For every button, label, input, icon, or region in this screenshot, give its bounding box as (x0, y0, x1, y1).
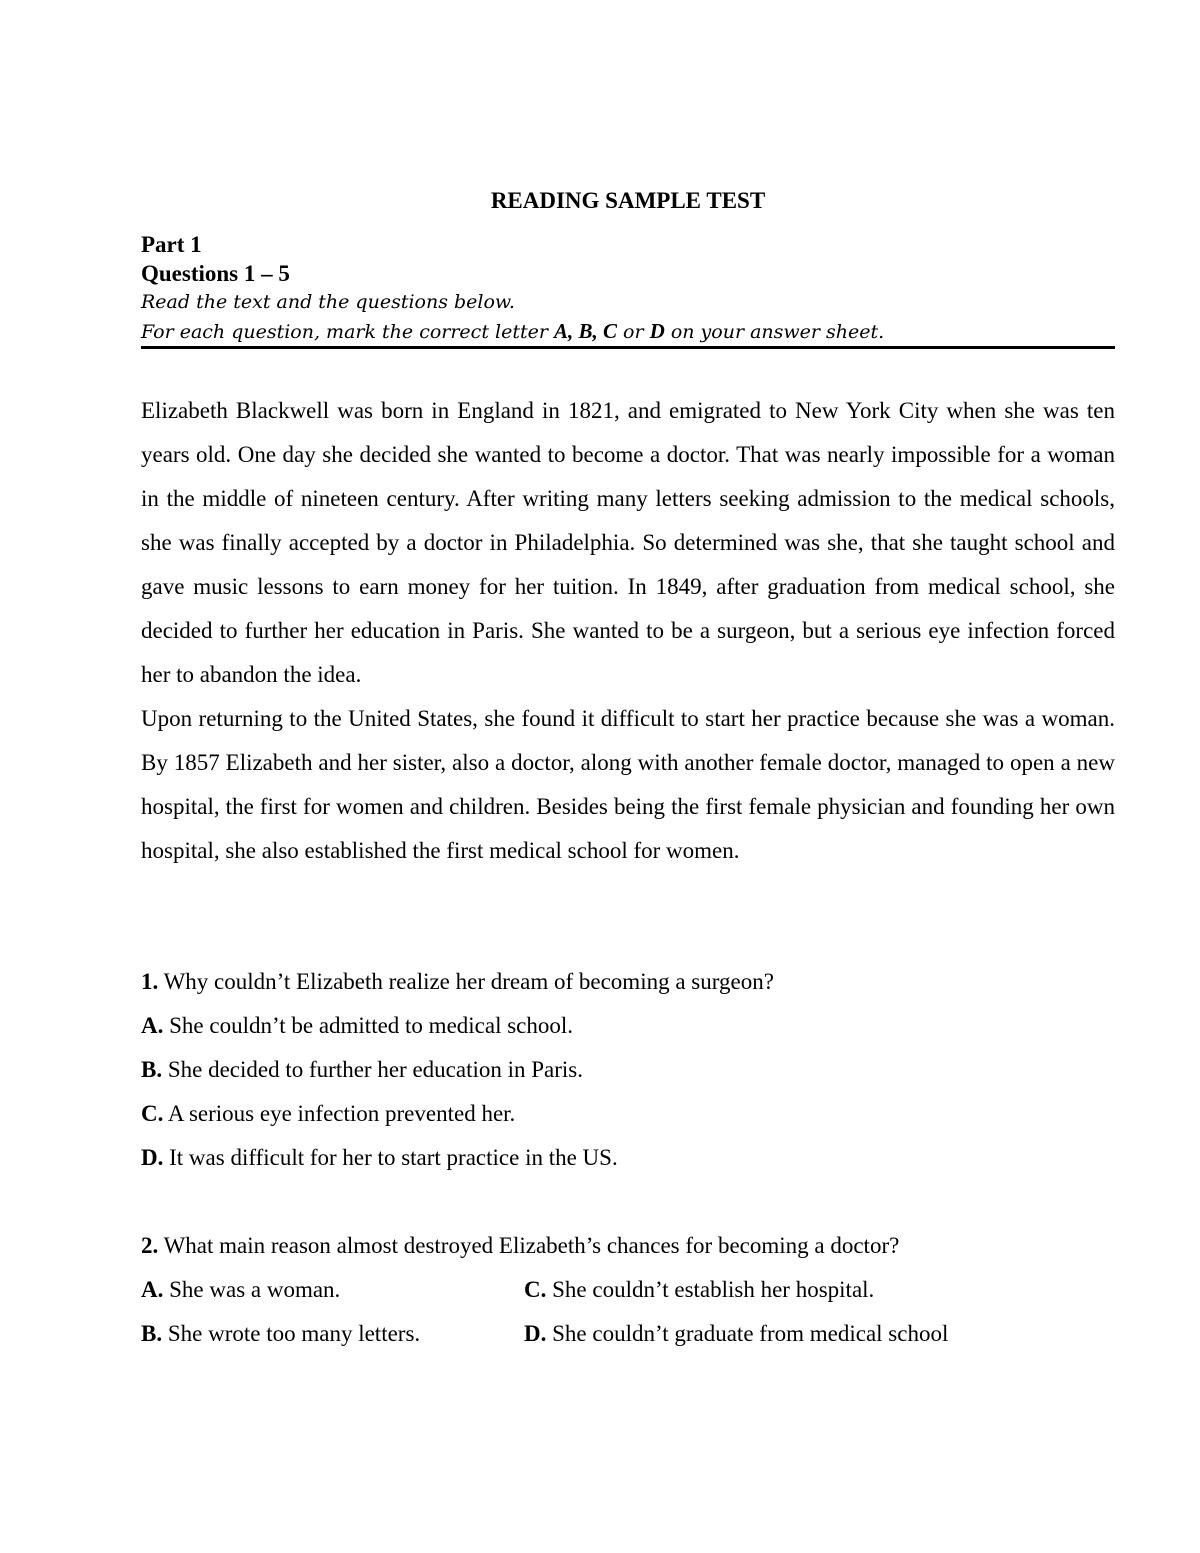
option-letter: A. (141, 1013, 164, 1038)
question-2-option-d[interactable] (524, 1312, 948, 1356)
option-letter: D. (524, 1321, 547, 1346)
question-2-number: 2. (141, 1233, 159, 1258)
passage-paragraph-2: Upon returning to the United States, she found it difficult to start her practice because she was a woman. By 1857 Elizabeth and her sister, also a doctor, along with another female doctor, managed to open a new hospital, the first for women and children. Besides being the first female physician and founding her own hospital, she also established the first medical school for women. (141, 706, 1115, 863)
option-letter: B. (141, 1321, 163, 1346)
question-2-option-b[interactable] (141, 1312, 420, 1356)
instruction-line-2 (141, 317, 1115, 346)
header-divider (141, 346, 1115, 349)
question-1 (141, 960, 1115, 1180)
option-text: She decided to further her education in Paris. (162, 1057, 583, 1082)
question-1-option-c[interactable] (141, 1092, 1115, 1136)
instruction-letter-c: C (602, 319, 617, 343)
option-text: She couldn’t graduate from medical school (546, 1321, 949, 1346)
part-label: Part 1 (141, 232, 202, 257)
question-2-option-c[interactable] (524, 1268, 874, 1312)
option-letter: A. (141, 1277, 164, 1302)
question-1-option-d[interactable] (141, 1136, 1115, 1180)
instruction-sep-3: or (617, 321, 650, 343)
instruction-line-1: Read the text and the questions below. (141, 291, 515, 313)
instruction-sep-2: , (592, 319, 603, 343)
option-text: She couldn’t establish her hospital. (546, 1277, 875, 1302)
question-1-text: Why couldn’t Elizabeth realize her dream of becoming a surgeon? (158, 969, 774, 994)
option-text: It was difficult for her to start practice in the US. (163, 1145, 618, 1170)
instruction-suffix: on your answer sheet. (664, 321, 885, 343)
option-text: She wrote too many letters. (162, 1321, 421, 1346)
option-text: A serious eye infection prevented her. (163, 1101, 516, 1126)
part-header (141, 230, 1115, 346)
question-2-option-row-1 (141, 1268, 1115, 1312)
question-2-option-a[interactable] (141, 1268, 340, 1312)
option-text: She couldn’t be admitted to medical school. (163, 1013, 574, 1038)
question-2-text: What main reason almost destroyed Elizabeth’s chances for becoming a doctor? (158, 1233, 900, 1258)
instruction-letter-b: B (578, 319, 593, 343)
instruction-letter-a: A (553, 319, 568, 343)
instruction-prefix: For each question, mark the correct letter (141, 321, 554, 343)
question-1-number: 1. (141, 969, 159, 994)
question-1-option-b[interactable] (141, 1048, 1115, 1092)
option-letter: C. (524, 1277, 547, 1302)
reading-passage (141, 389, 1115, 873)
page-title: READING SAMPLE TEST (490, 188, 766, 213)
option-letter: C. (141, 1101, 164, 1126)
questions-range: Questions 1 – 5 (141, 261, 290, 286)
option-letter: D. (141, 1145, 164, 1170)
question-2 (141, 1224, 1115, 1356)
option-letter: B. (141, 1057, 163, 1082)
question-1-option-a[interactable] (141, 1004, 1115, 1048)
question-2-option-row-2 (141, 1312, 1115, 1356)
instruction-sep-1: , (567, 319, 579, 343)
passage-paragraph-1: Elizabeth Blackwell was born in England in 1821, and emigrated to New York City when she was ten years old. One day she decided she wanted to become a doctor. That was nearly impossible for a woman in the middle of nineteen century. After writing many letters seeking admission to the medical schools, she was finally accepted by a doctor in Philadelphia. So determined was she, that she taught school and gave music lessons to earn money for her tuition. In 1849, after graduation from medical school, she decided to further her education in Paris. She wanted to be a surgeon, but a serious eye infection forced her to abandon the idea. (141, 398, 1115, 687)
option-text: She was a woman. (163, 1277, 341, 1302)
question-2-stem (141, 1224, 1115, 1268)
question-1-stem (141, 960, 1115, 1004)
instruction-letter-d: D (649, 319, 665, 343)
